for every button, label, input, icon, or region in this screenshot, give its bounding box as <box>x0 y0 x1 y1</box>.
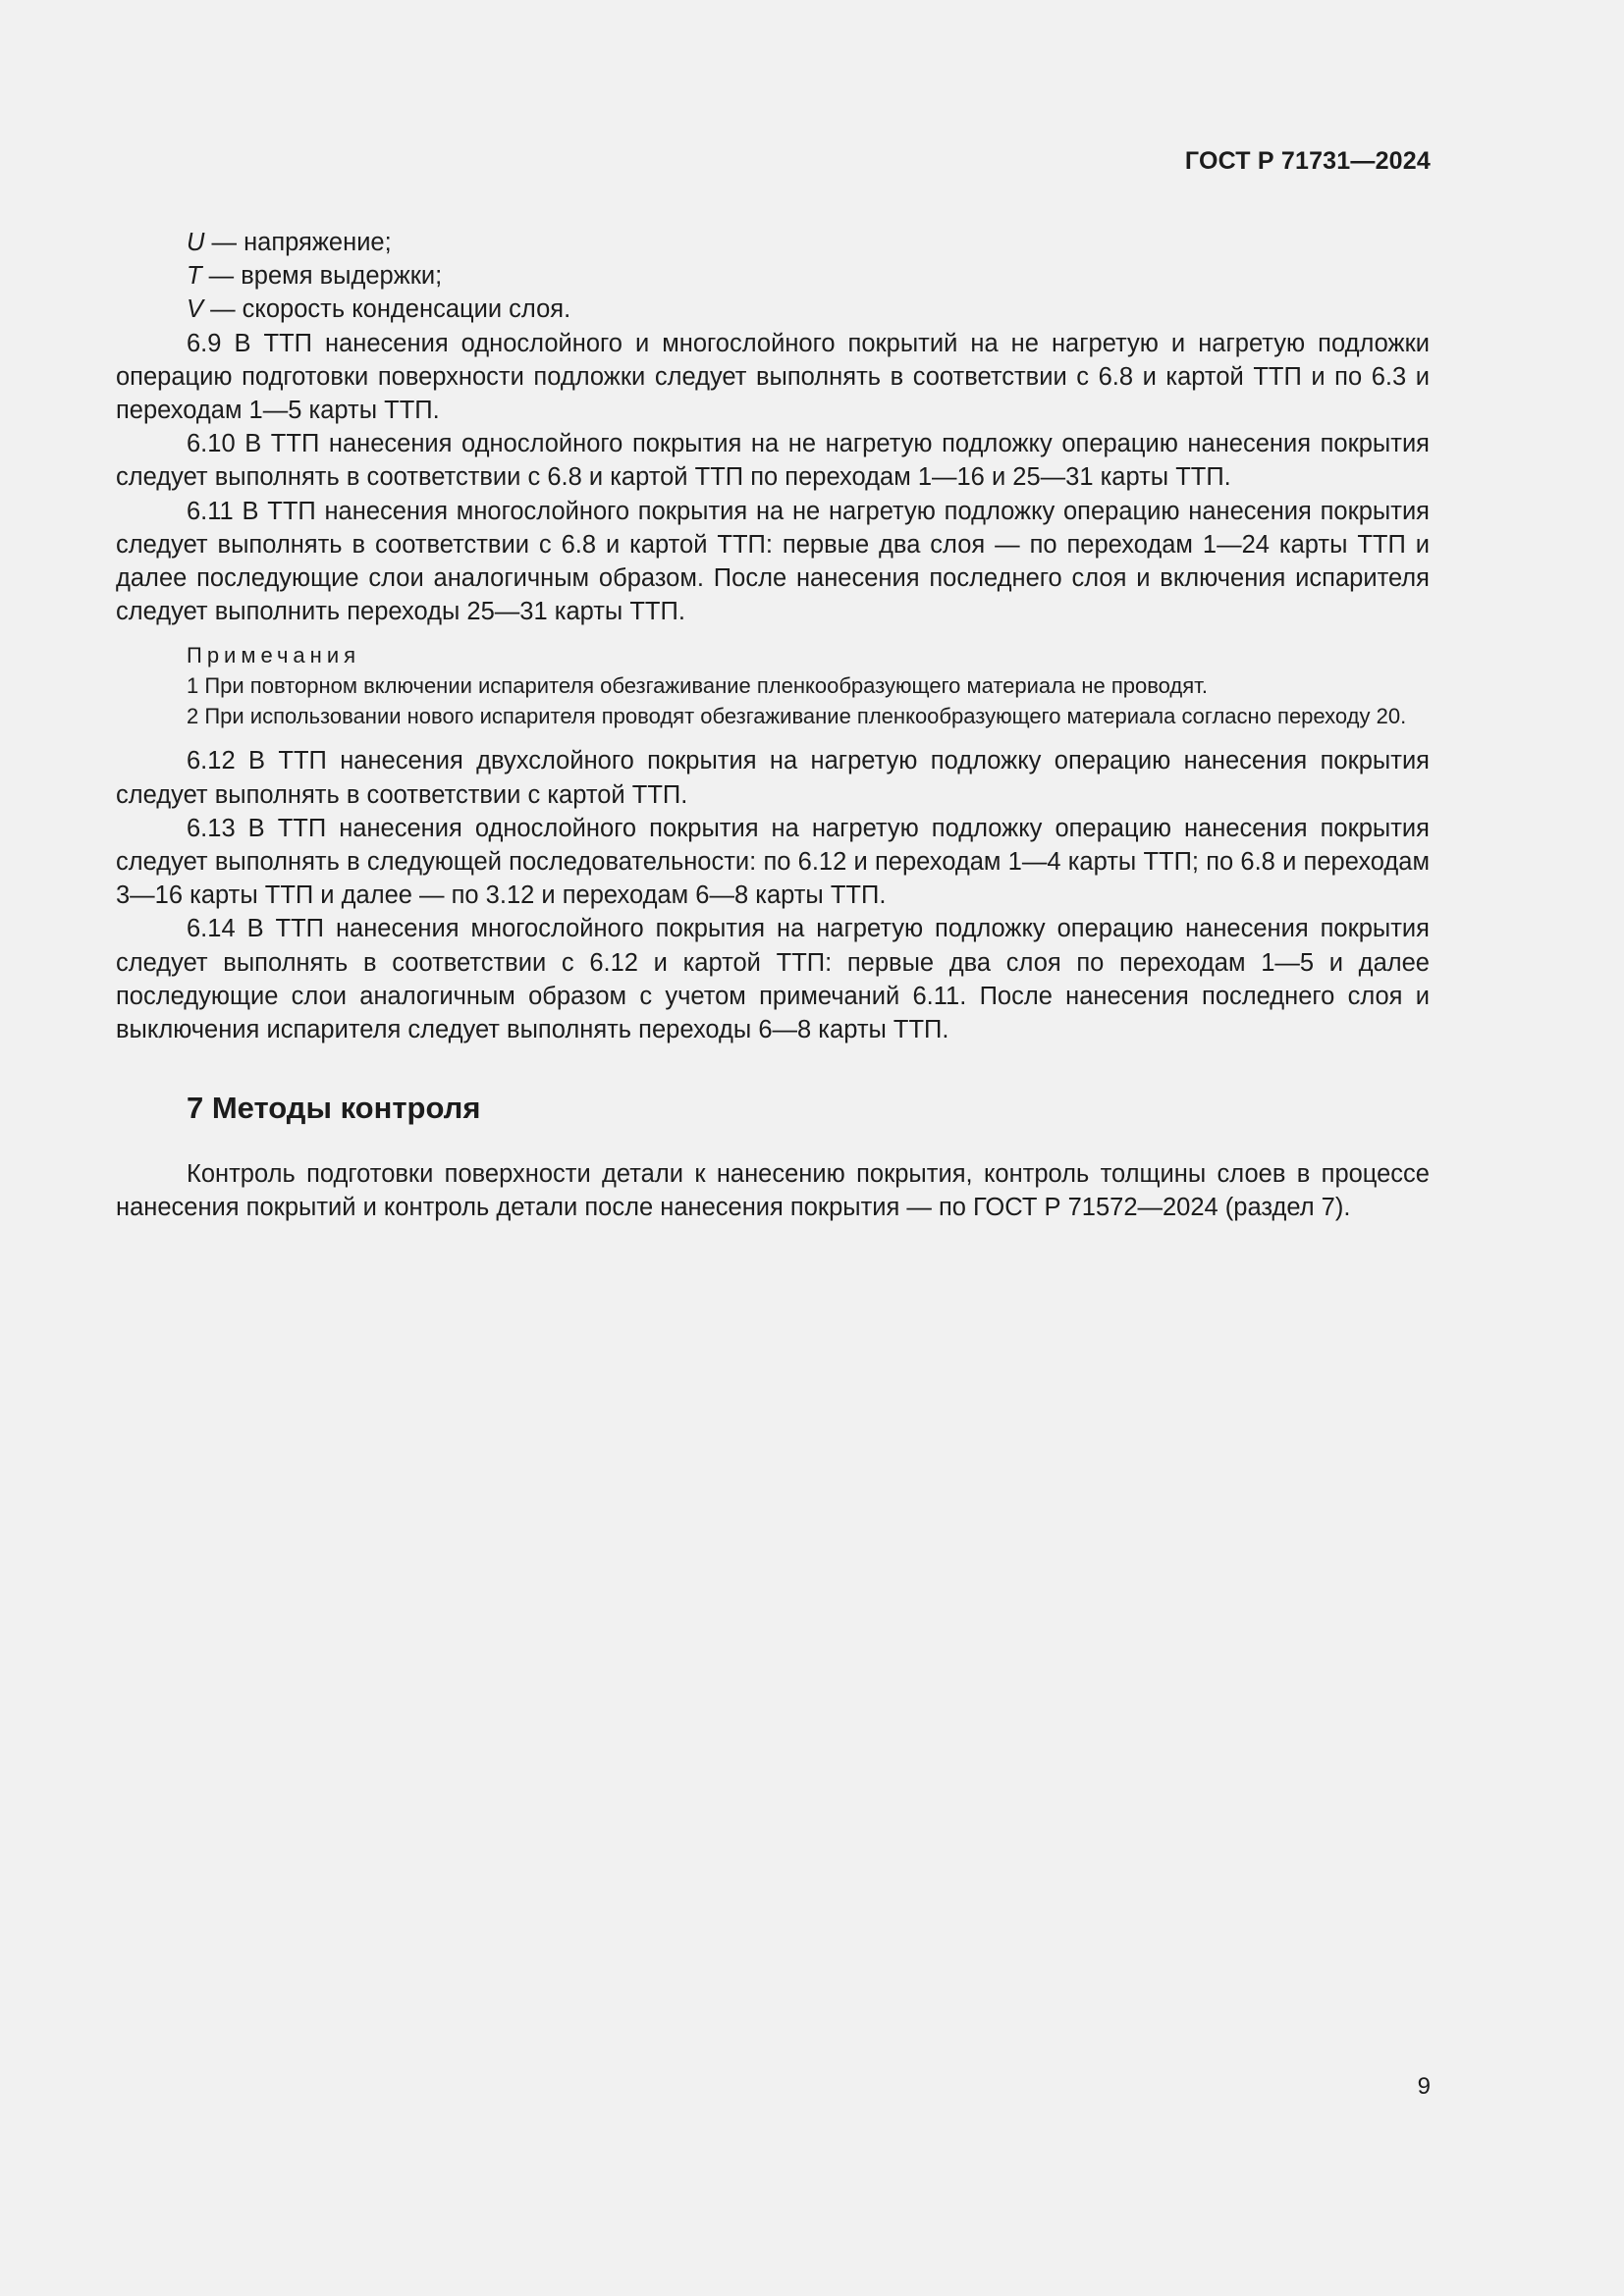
clause-6-9: 6.9 В ТТП нанесения однослойного и многослойного покрытий на не нагретую и нагретую подложки операцию подготовки поверхности подложки следует выполнять в соответствии с 6.8 и картой ТТП и по 6.3 и переходам 1—5 карты ТТП. <box>116 329 1430 425</box>
definition-symbol: V <box>187 295 204 324</box>
definition-u <box>116 226 1430 259</box>
definition-text: — скорость конденсации слоя. <box>203 295 571 324</box>
notes-block <box>116 640 1430 731</box>
definition-t <box>116 259 1430 293</box>
clause-6-10: 6.10 В ТТП нанесения однослойного покрытия на не нагретую подложку операцию нанесения покрытия следует выполнять в соответствии с 6.8 и картой ТТП по переходам 1—16 и 25—31 карты ТТП. <box>116 430 1430 492</box>
section-7-paragraph: Контроль подготовки поверхности детали к нанесению покрытия, контроль толщины слоев в процессе нанесения покрытий и контроль детали после нанесения покрытия — по ГОСТ Р 71572—2024 (раздел 7). <box>116 1160 1430 1222</box>
notes-title: Примечания <box>187 643 361 668</box>
definition-text: — напряжение; <box>204 229 392 256</box>
definition-symbol: U <box>187 229 205 256</box>
clause-6-13: 6.13 В ТТП нанесения однослойного покрытия на нагретую подложку операцию нанесения покрытия следует выполнять в следующей последовательности: по 6.12 и переходам 1—4 карты ТТП; по 6.8 и переходам 3—16 карты ТТП и далее — по 3.12 и переходам 6—8 карты ТТП. <box>116 814 1430 910</box>
page-number: 9 <box>1417 2073 1431 2100</box>
document-id-header: ГОСТ Р 71731—2024 <box>1184 147 1431 175</box>
clause-6-12: 6.12 В ТТП нанесения двухслойного покрытия на нагретую подложку операцию нанесения покрытия следует выполнять в соответствии с картой ТТП. <box>116 747 1430 809</box>
symbol-definitions <box>116 226 1430 327</box>
section-7-heading: 7 Методы контроля <box>187 1091 481 1126</box>
definition-v <box>116 293 1430 326</box>
clause-6-14: 6.14 В ТТП нанесения многослойного покрытия на нагретую подложку операцию нанесения покрытия следует выполнять в соответствии с 6.12 и картой ТТП: первые два слоя по переходам 1—5 и далее последующие слои аналогичным образом с учетом примечаний 6.11. После нанесения последнего слоя и выключения испарителя следует выполнять переходы 6—8 карты ТТП. <box>116 915 1430 1044</box>
note-item-1: 1 При повторном включении испарителя обезгаживание пленкообразующего материала не проводят. <box>187 673 1208 699</box>
definition-symbol: T <box>187 262 202 291</box>
note-item-2: 2 При использовании нового испарителя проводят обезгаживание пленкообразующего материала согласно переходу 20. <box>187 704 1407 729</box>
clause-6-11: 6.11 В ТТП нанесения многослойного покрытия на не нагретую подложку операцию нанесения покрытия следует выполнять в соответствии с 6.8 и картой ТТП: первые два слоя — по переходам 1—24 карты ТТП и далее последующие слои аналогичным образом. После нанесения последнего слоя и включения испарителя следует выполнить переходы 25—31 карты ТТП. <box>116 497 1430 626</box>
definition-text: — время выдержки; <box>201 262 443 291</box>
page-body <box>116 226 1430 1225</box>
